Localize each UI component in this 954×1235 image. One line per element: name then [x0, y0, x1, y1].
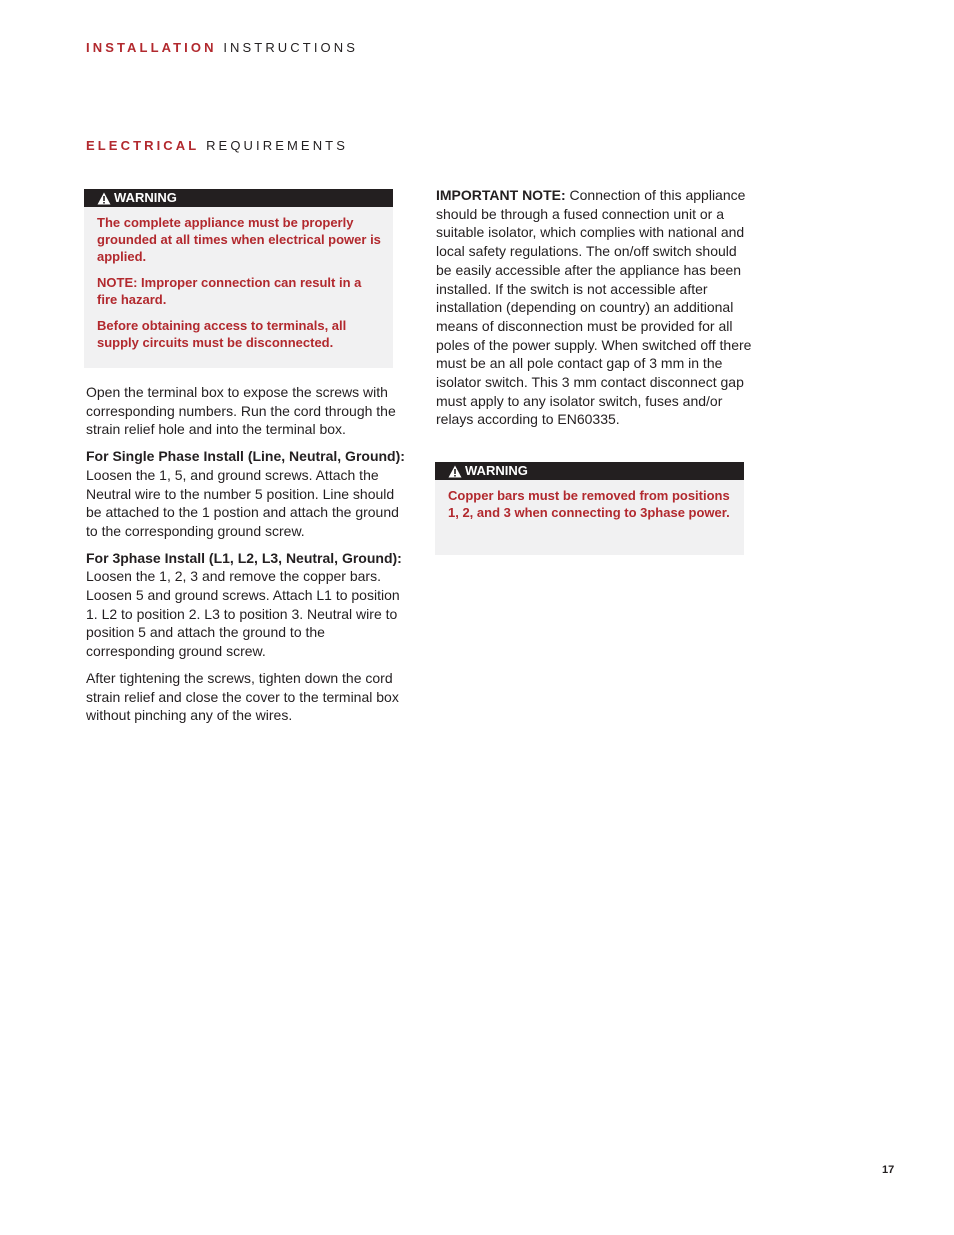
paragraph-3phase [86, 549, 406, 661]
warning-triangle-icon [97, 192, 111, 205]
paragraph-terminal-box: Open the terminal box to expose the screws with corresponding numbers. Run the cord through the strain relief hole and into the terminal box. [86, 384, 396, 438]
page-number: 17 [882, 1164, 895, 1176]
paragraph-heading: For Single Phase Install (Line, Neutral, Ground): [86, 448, 405, 465]
paragraph-body: Loosen the 1, 5, and ground screws. Attach the Neutral wire to the number 5 position. Line should be attached to the 1 postion and attach the ground to the corresponding ground screw. [86, 466, 399, 539]
warning-bar [435, 462, 744, 480]
paragraph-important-note [436, 186, 754, 429]
warning-text: Before obtaining access to terminals, all supply circuits must be disconnected. [97, 318, 347, 350]
warning-text: Copper bars must be removed from positions 1, 2, and 3 when connecting to 3phase power. [448, 488, 730, 520]
warning-text: NOTE: Improper connection can result in a fire hazard. [97, 275, 362, 307]
section-title-rest: REQUIREMENTS [206, 138, 348, 153]
section-title [86, 138, 348, 153]
paragraph-heading: IMPORTANT NOTE: [436, 187, 566, 203]
left-column [86, 383, 406, 733]
paragraph-single-phase [86, 447, 406, 541]
warning-label: WARNING [465, 463, 528, 478]
paragraph-body: Connection of this appliance should be through a fused connection unit or a suitable isolator, which complies with national and local safety regulations. The on/off switch should be easily accessible after the appliance has been installed. If the switch is not accessible after installation (depending on country) an additional means of disconnection must be provided for all poles of the power supply. When switched off there must be an all pole contact gap of 3 mm in the isolator switch. This 3 mm contact disconnect gap must apply to any isolator switch, fuses and/or relays according to EN60335. [436, 187, 752, 428]
warning-box-grounding [84, 189, 393, 368]
paragraph-body: Loosen the 1, 2, 3 and remove the copper bars. Loosen 5 and ground screws. Attach L1 to position 1. L2 to position 2. L3 to position 3. Neutral wire to position 5 and attach the ground to the corresponding ground screw. [86, 568, 400, 660]
paragraph-tightening: After tightening the screws, tighten down the cord strain relief and close the cover to the terminal box without pinching any of the wires. [86, 669, 399, 724]
section-title-strong: ELECTRICAL [86, 138, 200, 153]
header-strong: INSTALLATION [86, 40, 217, 55]
warning-body [84, 207, 393, 365]
warning-label: WARNING [114, 190, 177, 205]
header-rest: INSTRUCTIONS [223, 40, 359, 55]
running-header [86, 40, 358, 55]
warning-bar [84, 189, 393, 207]
warning-triangle-icon [448, 465, 462, 478]
warning-body [435, 480, 744, 535]
right-column [436, 186, 754, 437]
paragraph-heading: For 3phase Install (L1, L2, L3, Neutral, Ground): [86, 549, 402, 566]
warning-box-copper-bars [435, 462, 744, 555]
warning-text: The complete appliance must be properly grounded at all times when electrical power is applied. [97, 215, 381, 264]
